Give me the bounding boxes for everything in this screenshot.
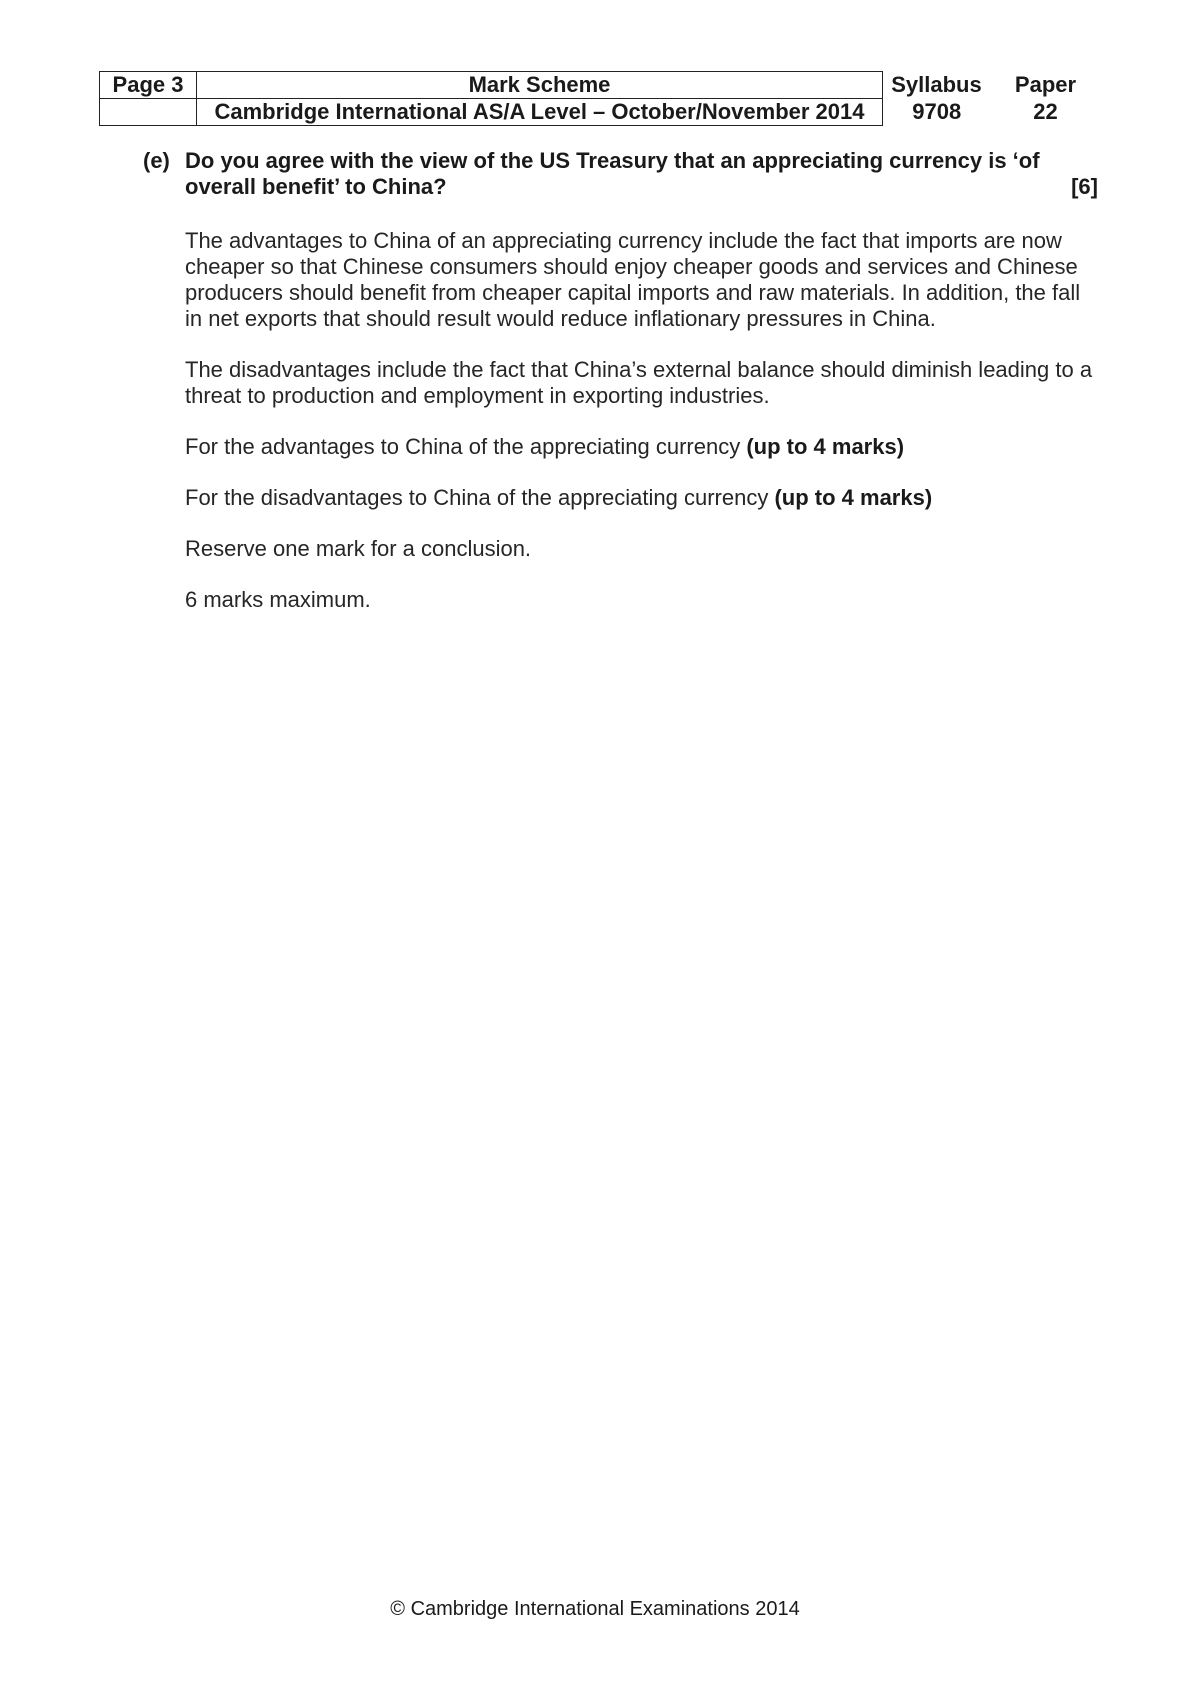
header-subtitle: Cambridge International AS/A Level – October/November 2014	[197, 99, 883, 126]
header-empty-cell	[100, 99, 197, 126]
question-marks: [6]	[1071, 174, 1098, 199]
paper-value: 22	[1033, 99, 1058, 124]
syllabus-label: Syllabus	[891, 72, 982, 97]
header-table	[99, 71, 1101, 126]
copyright-footer: © Cambridge International Examinations 2014	[390, 1598, 800, 1620]
question-heading	[143, 148, 1098, 200]
question-label: (e)	[143, 148, 170, 173]
advantages-marks-text: For the advantages to China of the appreciating currency	[185, 434, 747, 459]
disadvantages-marks	[185, 485, 1098, 511]
header-title: Mark Scheme	[197, 72, 883, 99]
question-line-2-text: overall benefit’ to China?	[185, 174, 447, 199]
disadvantages-marks-bold: (up to 4 marks)	[774, 485, 933, 510]
question-line-2	[185, 174, 1098, 200]
syllabus-value: 9708	[912, 99, 962, 124]
advantages-paragraph: The advantages to China of an appreciating currency include the fact that imports are now cheaper so that Chinese consumers should enjoy cheaper goods and services and Chinese producers should benefit from cheaper capital imports and raw materials. In addition, the fall in net exports that should result would reduce inflationary pressures in China.	[185, 228, 1081, 331]
question-line-1: Do you agree with the view of the US Treasury that an appreciating currency is ‘of	[185, 148, 1040, 173]
page-number: Page 3	[100, 72, 197, 99]
disadvantages-marks-text: For the disadvantages to China of the appreciating currency	[185, 485, 775, 510]
question-text	[185, 148, 1098, 200]
advantages-marks	[185, 434, 1098, 460]
disadvantages-paragraph: The disadvantages include the fact that China’s external balance should diminish leading to a threat to production and employment in exporting industries.	[185, 357, 1093, 408]
maximum-marks-note: 6 marks maximum.	[185, 587, 371, 612]
mark-scheme-content	[143, 148, 1098, 613]
paper-label: Paper	[1014, 72, 1077, 97]
advantages-marks-bold: (up to 4 marks)	[746, 434, 905, 459]
reserve-mark-note: Reserve one mark for a conclusion.	[185, 536, 532, 561]
